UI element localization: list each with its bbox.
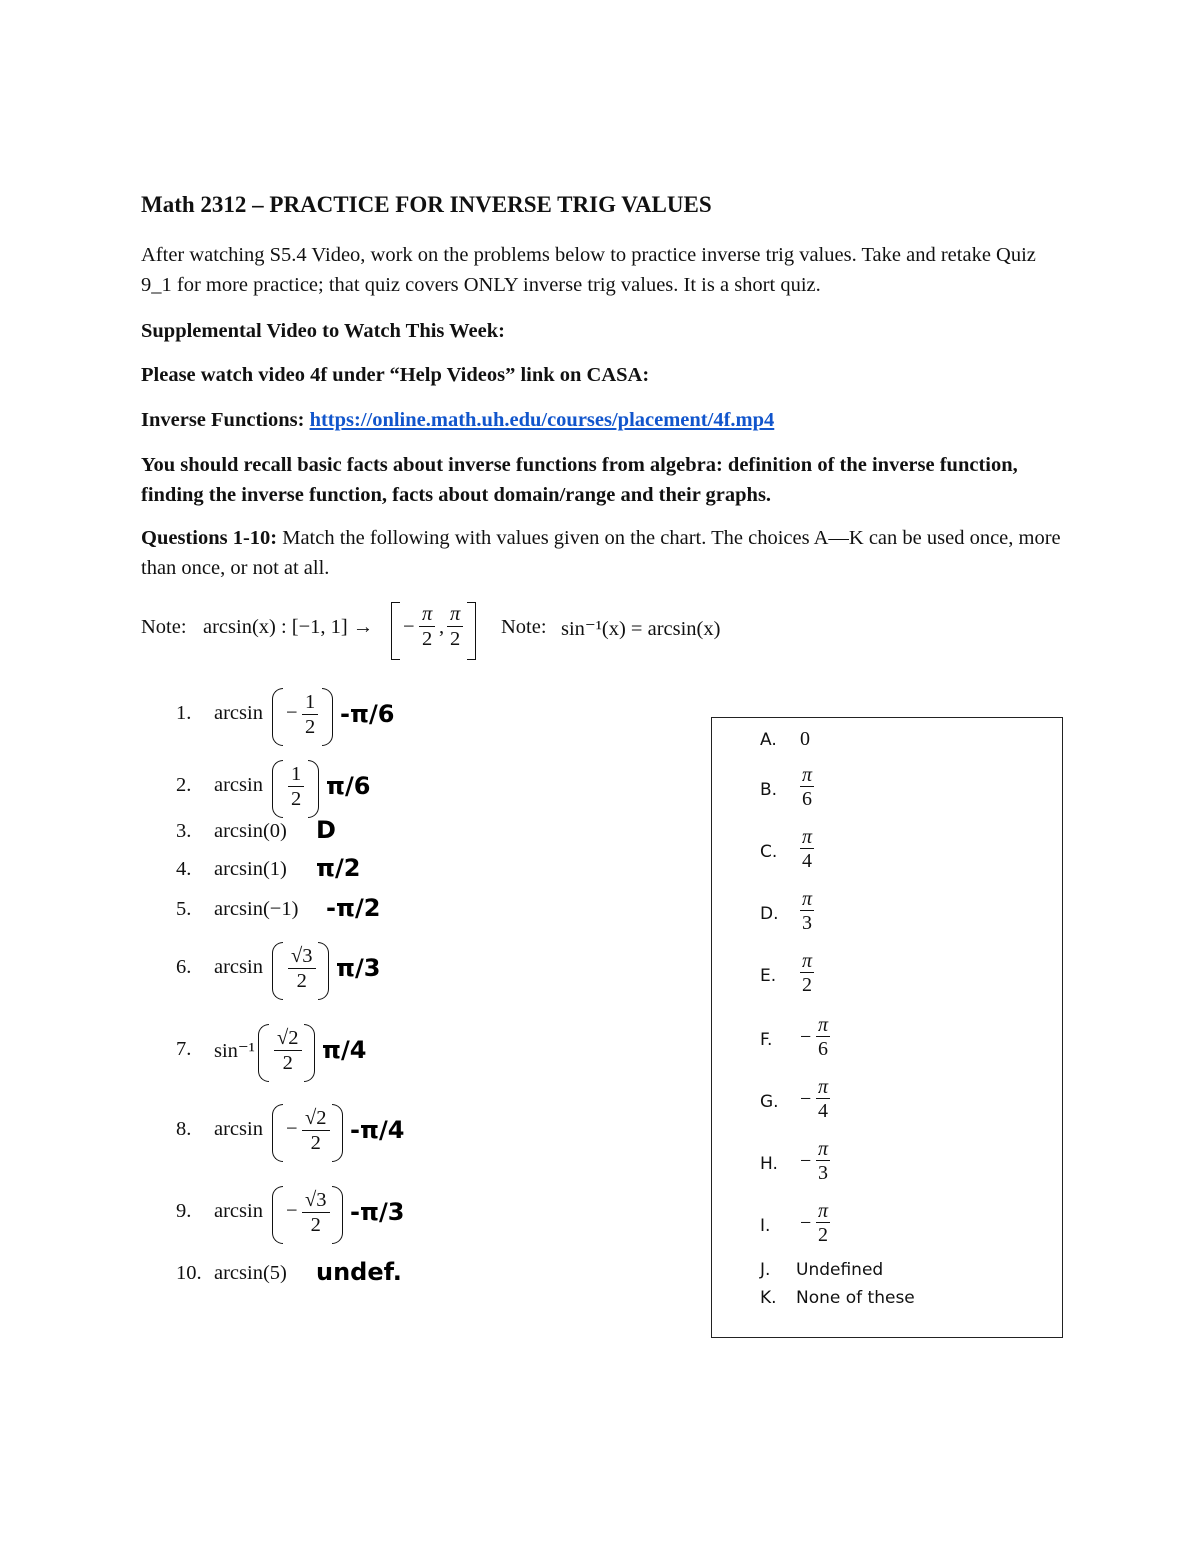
close-paren bbox=[308, 760, 319, 818]
range-comma: , bbox=[439, 616, 445, 638]
answer-choice bbox=[760, 1260, 1040, 1284]
page-title: Math 2312 – PRACTICE FOR INVERSE TRIG VALUES bbox=[141, 192, 712, 217]
choice-fraction bbox=[800, 826, 814, 873]
handwritten-answer: -π/2 bbox=[326, 894, 381, 922]
open-paren bbox=[272, 760, 283, 818]
problem-expression: arcsin bbox=[214, 702, 263, 724]
handwritten-answer: -π/3 bbox=[350, 1198, 405, 1226]
answer-choice bbox=[760, 1138, 1040, 1190]
choice-numerator: π bbox=[802, 950, 813, 972]
problem-expression: arcsin(5) bbox=[214, 1262, 287, 1284]
minus-sign: − bbox=[286, 1118, 298, 1140]
fraction-denominator: 2 bbox=[296, 970, 307, 992]
problem-number: 10. bbox=[176, 1262, 202, 1284]
choice-fraction bbox=[800, 888, 814, 935]
choice-minus: − bbox=[800, 1212, 812, 1234]
note-label-2: Note: bbox=[501, 616, 547, 638]
range-high-fraction: $\frac{\pi}{2}$ bbox=[447, 602, 463, 651]
fraction-denominator: 2 bbox=[291, 788, 302, 810]
choice-label: J. bbox=[760, 1260, 771, 1280]
choice-denominator: 4 bbox=[818, 1100, 829, 1122]
answer-choice bbox=[760, 730, 1040, 754]
choice-minus: − bbox=[800, 1026, 812, 1048]
answer-choices-box bbox=[711, 717, 1063, 1338]
problem-number: 5. bbox=[176, 898, 192, 920]
choice-denominator: 2 bbox=[802, 974, 813, 996]
choice-denominator: 3 bbox=[802, 912, 813, 934]
handwritten-answer: D bbox=[316, 816, 336, 844]
close-paren bbox=[322, 688, 333, 746]
handwritten-answer: undef. bbox=[316, 1258, 402, 1286]
problem-expression: arcsin bbox=[214, 774, 263, 796]
problem-number: 3. bbox=[176, 820, 192, 842]
problem-expression: arcsin bbox=[214, 1200, 263, 1222]
fraction-denominator: 2 bbox=[310, 1214, 321, 1236]
handwritten-answer: -π/6 bbox=[340, 700, 395, 728]
open-paren bbox=[272, 688, 283, 746]
problem-number: 7. bbox=[176, 1038, 192, 1060]
problem-expression: sin⁻¹ bbox=[214, 1040, 255, 1062]
choice-denominator: 3 bbox=[818, 1162, 829, 1184]
left-bracket bbox=[391, 602, 400, 660]
argument-fraction bbox=[288, 762, 304, 811]
handwritten-answer: -π/4 bbox=[350, 1116, 405, 1144]
problem-number: 9. bbox=[176, 1200, 192, 1222]
problem-expression: arcsin bbox=[214, 956, 263, 978]
minus-sign: − bbox=[286, 1200, 298, 1222]
problem-expression: arcsin(0) bbox=[214, 820, 287, 842]
minus-sign: − bbox=[286, 702, 298, 724]
fraction-numerator: 1 bbox=[302, 690, 318, 715]
argument-fraction bbox=[302, 690, 318, 739]
choice-label: C. bbox=[760, 842, 778, 862]
choice-numerator: π bbox=[802, 888, 813, 910]
recall-paragraph: You should recall basic facts about inverse functions from algebra: definition of the inverse function, finding the inverse function, facts about domain/range and their graphs. bbox=[141, 454, 1018, 506]
close-paren bbox=[318, 942, 329, 1000]
questions-instructions bbox=[141, 523, 1071, 583]
arcsin-domain: arcsin(x) : [−1, 1] → bbox=[203, 616, 374, 638]
answer-choice bbox=[760, 1076, 1040, 1128]
argument-fraction bbox=[302, 1188, 330, 1237]
choice-denominator: 6 bbox=[818, 1038, 829, 1060]
choice-label: G. bbox=[760, 1092, 779, 1112]
fraction-numerator: 1 bbox=[288, 762, 304, 787]
choice-denominator: 6 bbox=[802, 788, 813, 810]
handwritten-answer: π/2 bbox=[316, 854, 361, 882]
choice-numerator: π bbox=[802, 826, 813, 848]
answer-choice bbox=[760, 950, 1040, 1002]
close-paren bbox=[332, 1186, 343, 1244]
problem-expression: arcsin(−1) bbox=[214, 898, 299, 920]
questions-label: Questions 1-10: bbox=[141, 527, 278, 549]
problem-number: 6. bbox=[176, 956, 192, 978]
note-label: Note: bbox=[141, 616, 187, 638]
close-paren bbox=[304, 1024, 315, 1082]
problem-number: 8. bbox=[176, 1118, 192, 1140]
choice-value: 0 bbox=[800, 728, 810, 750]
problem-expression: arcsin(1) bbox=[214, 858, 287, 880]
choice-numerator: π bbox=[802, 764, 813, 786]
choice-label: K. bbox=[760, 1288, 777, 1308]
close-paren bbox=[332, 1104, 343, 1162]
problem-number: 2. bbox=[176, 774, 192, 796]
problem-expression: arcsin bbox=[214, 1118, 263, 1140]
choice-fraction bbox=[816, 1014, 830, 1061]
answer-choice bbox=[760, 1200, 1040, 1252]
sin-inverse-identity: sin⁻¹(x) = arcsin(x) bbox=[561, 618, 721, 640]
choice-numerator: π bbox=[818, 1014, 829, 1036]
choice-label: A. bbox=[760, 730, 777, 750]
fraction-numerator: √2 bbox=[274, 1026, 302, 1051]
choice-minus: − bbox=[800, 1088, 812, 1110]
open-paren bbox=[272, 1186, 283, 1244]
choice-value: Undefined bbox=[796, 1260, 884, 1280]
answer-choice bbox=[760, 764, 1040, 816]
right-bracket bbox=[467, 602, 476, 660]
choice-denominator: 4 bbox=[802, 850, 813, 872]
please-watch-text: Please watch video 4f under “Help Videos” link on CASA: bbox=[141, 364, 650, 386]
choice-fraction bbox=[800, 950, 814, 997]
supplemental-heading: Supplemental Video to Watch This Week: bbox=[141, 320, 505, 342]
argument-fraction bbox=[288, 944, 316, 993]
answer-choice bbox=[760, 1014, 1040, 1066]
choice-fraction bbox=[816, 1076, 830, 1123]
choice-numerator: π bbox=[818, 1076, 829, 1098]
choice-value: None of these bbox=[796, 1288, 915, 1308]
choice-denominator: 2 bbox=[818, 1224, 829, 1246]
inverse-functions-line bbox=[141, 405, 1071, 435]
range-low-fraction: $\frac{\pi}{2}$ bbox=[419, 602, 435, 651]
choice-label: E. bbox=[760, 966, 777, 986]
open-paren bbox=[272, 942, 283, 1000]
choice-label: D. bbox=[760, 904, 779, 924]
fraction-numerator: √2 bbox=[302, 1106, 330, 1131]
choice-label: B. bbox=[760, 780, 778, 800]
choice-fraction bbox=[816, 1138, 830, 1185]
handwritten-answer: π/3 bbox=[336, 954, 381, 982]
intro-paragraph: After watching S5.4 Video, work on the problems below to practice inverse trig values. Take and retake Quiz 9_1 for more practice; that quiz covers ONLY inverse trig values. It is a short quiz. bbox=[141, 244, 1036, 296]
argument-fraction bbox=[302, 1106, 330, 1155]
note-row bbox=[141, 598, 841, 662]
choice-fraction bbox=[800, 764, 814, 811]
choice-label: H. bbox=[760, 1154, 778, 1174]
fraction-denominator: 2 bbox=[310, 1132, 321, 1154]
fraction-denominator: 2 bbox=[282, 1052, 293, 1074]
open-paren bbox=[258, 1024, 269, 1082]
answer-choice bbox=[760, 888, 1040, 940]
answer-choice bbox=[760, 826, 1040, 878]
open-paren bbox=[272, 1104, 283, 1162]
choice-fraction bbox=[816, 1200, 830, 1247]
questions-text: Match the following with values given on the chart. The choices A—K can be used once, more than once, or not at all. bbox=[141, 527, 1061, 579]
problem-number: 4. bbox=[176, 858, 192, 880]
handwritten-answer: π/6 bbox=[326, 772, 371, 800]
inverse-functions-label: Inverse Functions: bbox=[141, 409, 305, 431]
choice-minus: − bbox=[800, 1150, 812, 1172]
problem-number: 1. bbox=[176, 702, 192, 724]
range-minus: − bbox=[403, 616, 415, 638]
fraction-numerator: √3 bbox=[288, 944, 316, 969]
argument-fraction bbox=[274, 1026, 302, 1075]
answer-choice bbox=[760, 1288, 1040, 1312]
choice-label: F. bbox=[760, 1030, 773, 1050]
choice-label: I. bbox=[760, 1216, 771, 1236]
video-link[interactable]: https://online.math.uh.edu/courses/placement/4f.mp4 bbox=[309, 409, 775, 431]
choice-numerator: π bbox=[818, 1200, 829, 1222]
fraction-numerator: √3 bbox=[302, 1188, 330, 1213]
fraction-denominator: 2 bbox=[305, 716, 316, 738]
handwritten-answer: π/4 bbox=[322, 1036, 367, 1064]
choice-numerator: π bbox=[818, 1138, 829, 1160]
